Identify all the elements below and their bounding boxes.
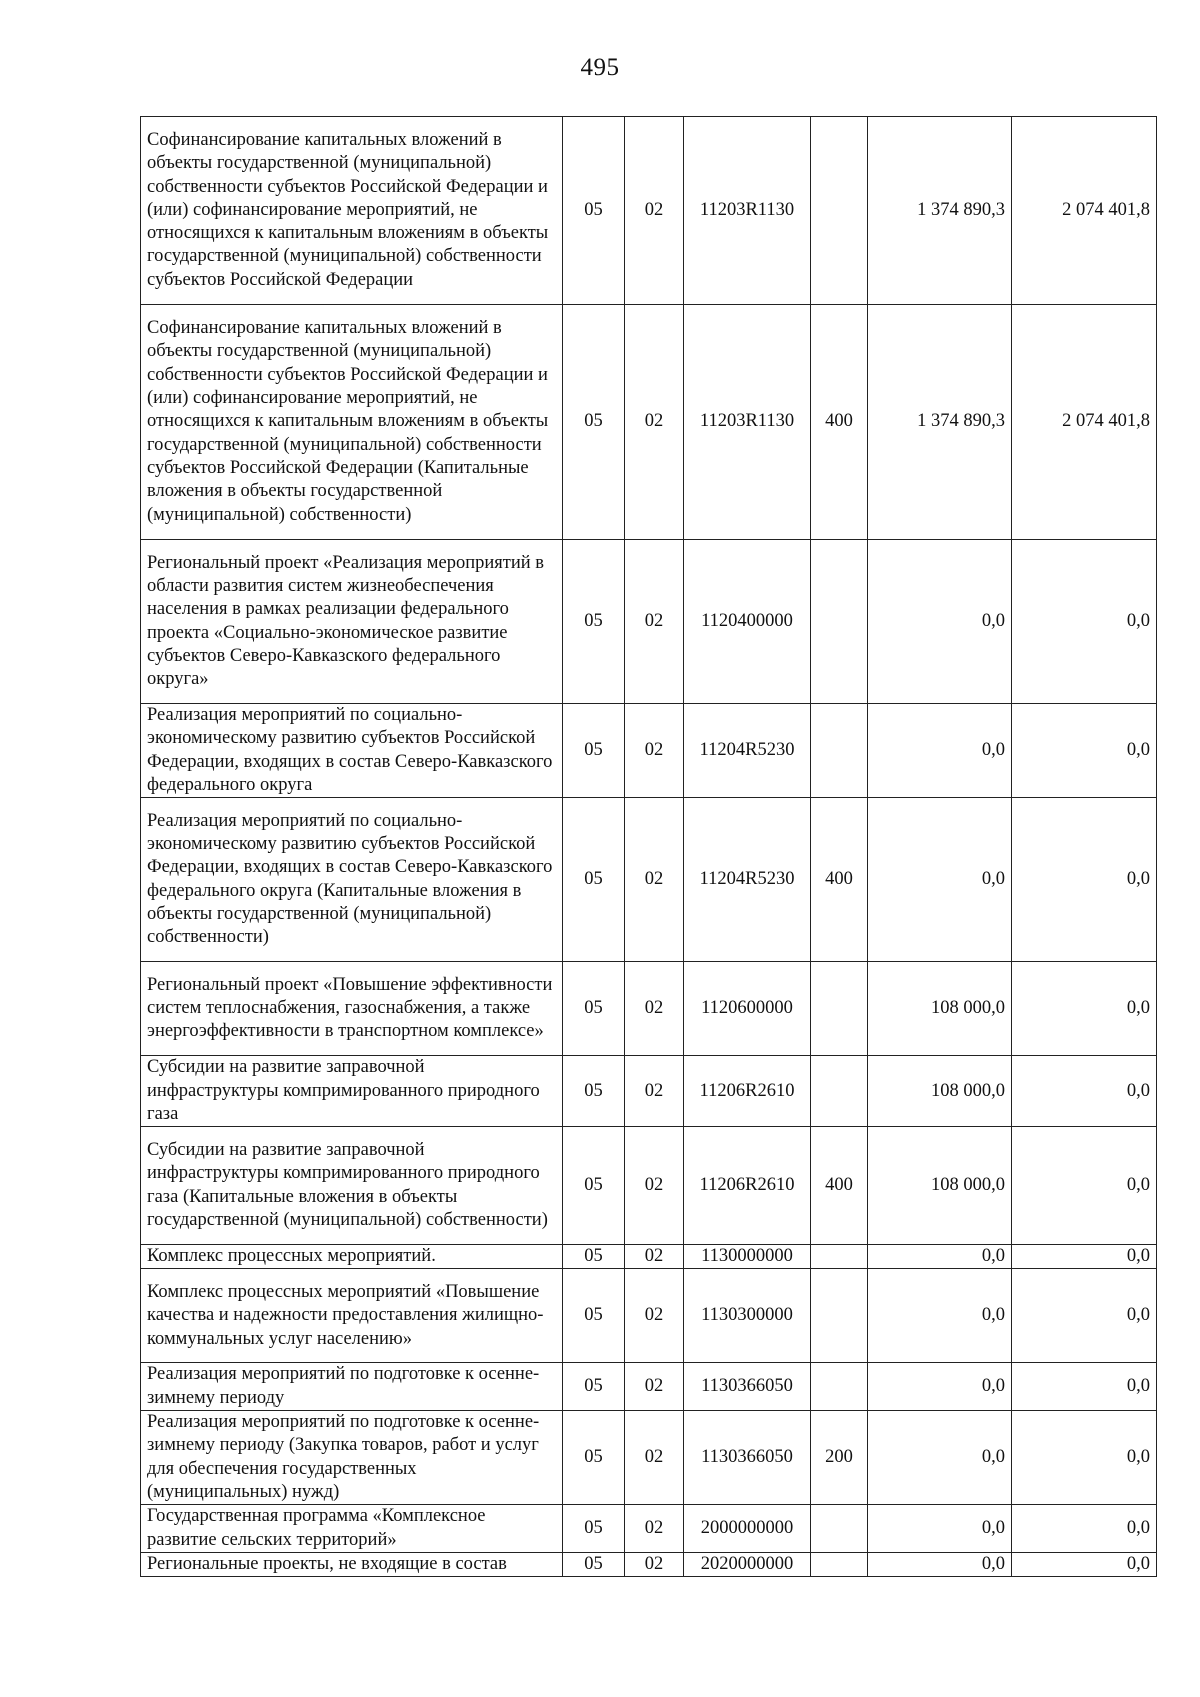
table-row (141, 1127, 1157, 1245)
row-section: 05 (563, 1411, 625, 1505)
row-description: Реализация мероприятий по подготовке к осенне-зимнему периоду (Закупка товаров, работ и услуг для обеспечения государственных (муниципальных) нужд) (141, 1411, 563, 1505)
table-row (141, 305, 1157, 540)
row-description: Региональный проект «Реализация мероприятий в области развития систем жизнеобеспечения населения в рамках реализации федерального проекта «Социально-экономическое развитие субъектов Северо-Кавказского федерального округа» (141, 540, 563, 704)
row-target-code: 1120600000 (684, 962, 811, 1056)
row-section: 05 (563, 798, 625, 962)
row-amount-2: 0,0 (1012, 1269, 1157, 1363)
row-section: 05 (563, 540, 625, 704)
table-row (141, 962, 1157, 1056)
row-amount-2: 0,0 (1012, 1056, 1157, 1127)
row-amount-1: 1 374 890,3 (868, 305, 1012, 540)
row-expense-type (811, 1363, 868, 1411)
row-section: 05 (563, 1245, 625, 1269)
row-section: 05 (563, 117, 625, 305)
row-target-code: 11206R2610 (684, 1056, 811, 1127)
row-target-code: 11206R2610 (684, 1127, 811, 1245)
table-row (141, 1363, 1157, 1411)
row-amount-1: 1 374 890,3 (868, 117, 1012, 305)
row-target-code: 11204R5230 (684, 798, 811, 962)
table-row (141, 798, 1157, 962)
row-subsection: 02 (625, 540, 684, 704)
row-target-code: 1130366050 (684, 1411, 811, 1505)
row-section: 05 (563, 1127, 625, 1245)
row-amount-2: 0,0 (1012, 540, 1157, 704)
row-amount-1: 108 000,0 (868, 1056, 1012, 1127)
row-target-code: 11204R5230 (684, 704, 811, 798)
row-amount-2: 2 074 401,8 (1012, 305, 1157, 540)
row-expense-type (811, 1505, 868, 1553)
row-description: Региональный проект «Повышение эффективности систем теплоснабжения, газоснабжения, а также энергоэффективности в транспортном комплексе» (141, 962, 563, 1056)
row-target-code: 1130300000 (684, 1269, 811, 1363)
row-section: 05 (563, 305, 625, 540)
row-amount-2: 0,0 (1012, 1245, 1157, 1269)
table-row (141, 1269, 1157, 1363)
row-description: Реализация мероприятий по подготовке к осенне-зимнему периоду (141, 1363, 563, 1411)
row-subsection: 02 (625, 704, 684, 798)
row-amount-1: 0,0 (868, 1505, 1012, 1553)
row-section: 05 (563, 1056, 625, 1127)
row-expense-type (811, 540, 868, 704)
row-subsection: 02 (625, 1245, 684, 1269)
row-amount-2: 0,0 (1012, 1411, 1157, 1505)
row-amount-2: 0,0 (1012, 1505, 1157, 1553)
row-subsection: 02 (625, 798, 684, 962)
row-expense-type (811, 1552, 868, 1576)
table-row (141, 540, 1157, 704)
row-description: Государственная программа «Комплексное развитие сельских территорий» (141, 1505, 563, 1553)
row-amount-2: 0,0 (1012, 962, 1157, 1056)
row-amount-1: 0,0 (868, 1411, 1012, 1505)
row-target-code: 1130366050 (684, 1363, 811, 1411)
row-section: 05 (563, 704, 625, 798)
row-subsection: 02 (625, 1269, 684, 1363)
row-section: 05 (563, 1269, 625, 1363)
row-amount-1: 0,0 (868, 1245, 1012, 1269)
row-amount-2: 0,0 (1012, 798, 1157, 962)
row-target-code: 1130000000 (684, 1245, 811, 1269)
row-subsection: 02 (625, 117, 684, 305)
row-expense-type: 400 (811, 1127, 868, 1245)
row-expense-type (811, 117, 868, 305)
row-subsection: 02 (625, 1127, 684, 1245)
row-description: Софинансирование капитальных вложений в объекты государственной (муниципальной) собственности субъектов Российской Федерации и (или) софинансирование мероприятий, не относящихся к капитальным вложениям в объекты государственной (муниципальной) собственности субъектов Российской Федерации (141, 117, 563, 305)
row-description: Софинансирование капитальных вложений в объекты государственной (муниципальной) собственности субъектов Российской Федерации и (или) софинансирование мероприятий, не относящихся к капитальным вложениям в объекты государственной (муниципальной) собственности субъектов Российской Федерации (Капитальные вложения в объекты государственной (муниципальной) собственности) (141, 305, 563, 540)
row-expense-type: 400 (811, 798, 868, 962)
row-amount-1: 0,0 (868, 540, 1012, 704)
row-amount-2: 0,0 (1012, 704, 1157, 798)
row-subsection: 02 (625, 1505, 684, 1553)
row-amount-2: 0,0 (1012, 1127, 1157, 1245)
row-amount-2: 0,0 (1012, 1363, 1157, 1411)
table-row (141, 1056, 1157, 1127)
row-amount-1: 0,0 (868, 704, 1012, 798)
row-description: Реализация мероприятий по социально-экономическому развитию субъектов Российской Федерации, входящих в состав Северо-Кавказского федерального округа (Капитальные вложения в объекты государственной (муниципальной) собственности) (141, 798, 563, 962)
row-subsection: 02 (625, 1552, 684, 1576)
row-section: 05 (563, 1505, 625, 1553)
row-description: Субсидии на развитие заправочной инфраструктуры компримированного природного газа (141, 1056, 563, 1127)
row-subsection: 02 (625, 1056, 684, 1127)
row-description: Комплекс процессных мероприятий «Повышение качества и надежности предоставления жилищно-коммунальных услуг населению» (141, 1269, 563, 1363)
row-expense-type (811, 962, 868, 1056)
row-amount-1: 108 000,0 (868, 1127, 1012, 1245)
row-subsection: 02 (625, 305, 684, 540)
row-amount-2: 0,0 (1012, 1552, 1157, 1576)
row-description: Региональные проекты, не входящие в состав (141, 1552, 563, 1576)
row-expense-type (811, 704, 868, 798)
budget-table (140, 116, 1157, 1577)
row-amount-1: 0,0 (868, 798, 1012, 962)
row-expense-type (811, 1245, 868, 1269)
table-body (141, 117, 1157, 1577)
row-amount-1: 0,0 (868, 1363, 1012, 1411)
row-description: Комплекс процессных мероприятий. (141, 1245, 563, 1269)
row-target-code: 2000000000 (684, 1505, 811, 1553)
table-row (141, 1245, 1157, 1269)
row-description: Реализация мероприятий по социально-экономическому развитию субъектов Российской Федерации, входящих в состав Северо-Кавказского федерального округа (141, 704, 563, 798)
row-target-code: 2020000000 (684, 1552, 811, 1576)
table-row (141, 1411, 1157, 1505)
row-subsection: 02 (625, 1363, 684, 1411)
row-expense-type: 400 (811, 305, 868, 540)
table-row (141, 1552, 1157, 1576)
row-amount-1: 0,0 (868, 1552, 1012, 1576)
row-section: 05 (563, 962, 625, 1056)
table-row (141, 117, 1157, 305)
row-target-code: 11203R1130 (684, 305, 811, 540)
row-section: 05 (563, 1363, 625, 1411)
row-amount-1: 0,0 (868, 1269, 1012, 1363)
row-subsection: 02 (625, 962, 684, 1056)
row-expense-type (811, 1056, 868, 1127)
row-expense-type (811, 1269, 868, 1363)
table-row (141, 1505, 1157, 1553)
row-subsection: 02 (625, 1411, 684, 1505)
row-amount-2: 2 074 401,8 (1012, 117, 1157, 305)
row-section: 05 (563, 1552, 625, 1576)
page-number: 495 (580, 54, 620, 81)
row-target-code: 1120400000 (684, 540, 811, 704)
row-target-code: 11203R1130 (684, 117, 811, 305)
table-row (141, 704, 1157, 798)
row-expense-type: 200 (811, 1411, 868, 1505)
row-amount-1: 108 000,0 (868, 962, 1012, 1056)
row-description: Субсидии на развитие заправочной инфраструктуры компримированного природного газа (Капитальные вложения в объекты государственной (муниципальной) собственности) (141, 1127, 563, 1245)
